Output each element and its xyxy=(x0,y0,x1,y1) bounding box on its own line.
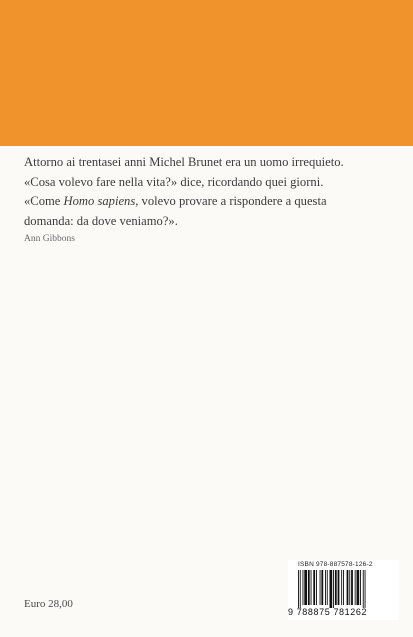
price-label: Euro 28,00 xyxy=(24,598,73,610)
isbn-barcode xyxy=(288,560,399,620)
quote-line-3-end: , volevo provare a rispondere a questa xyxy=(135,194,327,208)
quote-line-3-start: «Come xyxy=(24,194,64,208)
barcode-bars xyxy=(298,570,390,608)
quote-line-2: «Cosa volevo fare nella vita?» dice, ricordando quei giorni. xyxy=(24,174,324,189)
quote-line-1: Attorno ai trentasei anni Michel Brunet era un uomo irrequieto. xyxy=(24,155,344,169)
quote-line-4: domanda: da dove veniamo?». xyxy=(24,213,178,228)
cover-color-band xyxy=(0,0,413,146)
quote-line-3 xyxy=(24,192,394,212)
quote-author: Ann Gibbons xyxy=(24,234,75,244)
barcode-digits: 9 788875 781262 xyxy=(288,607,368,617)
back-cover-quote xyxy=(24,153,394,231)
isbn-label: ISBN 978-887578-126-2 xyxy=(298,561,373,568)
quote-italic-title: Homo sapiens xyxy=(63,194,136,208)
